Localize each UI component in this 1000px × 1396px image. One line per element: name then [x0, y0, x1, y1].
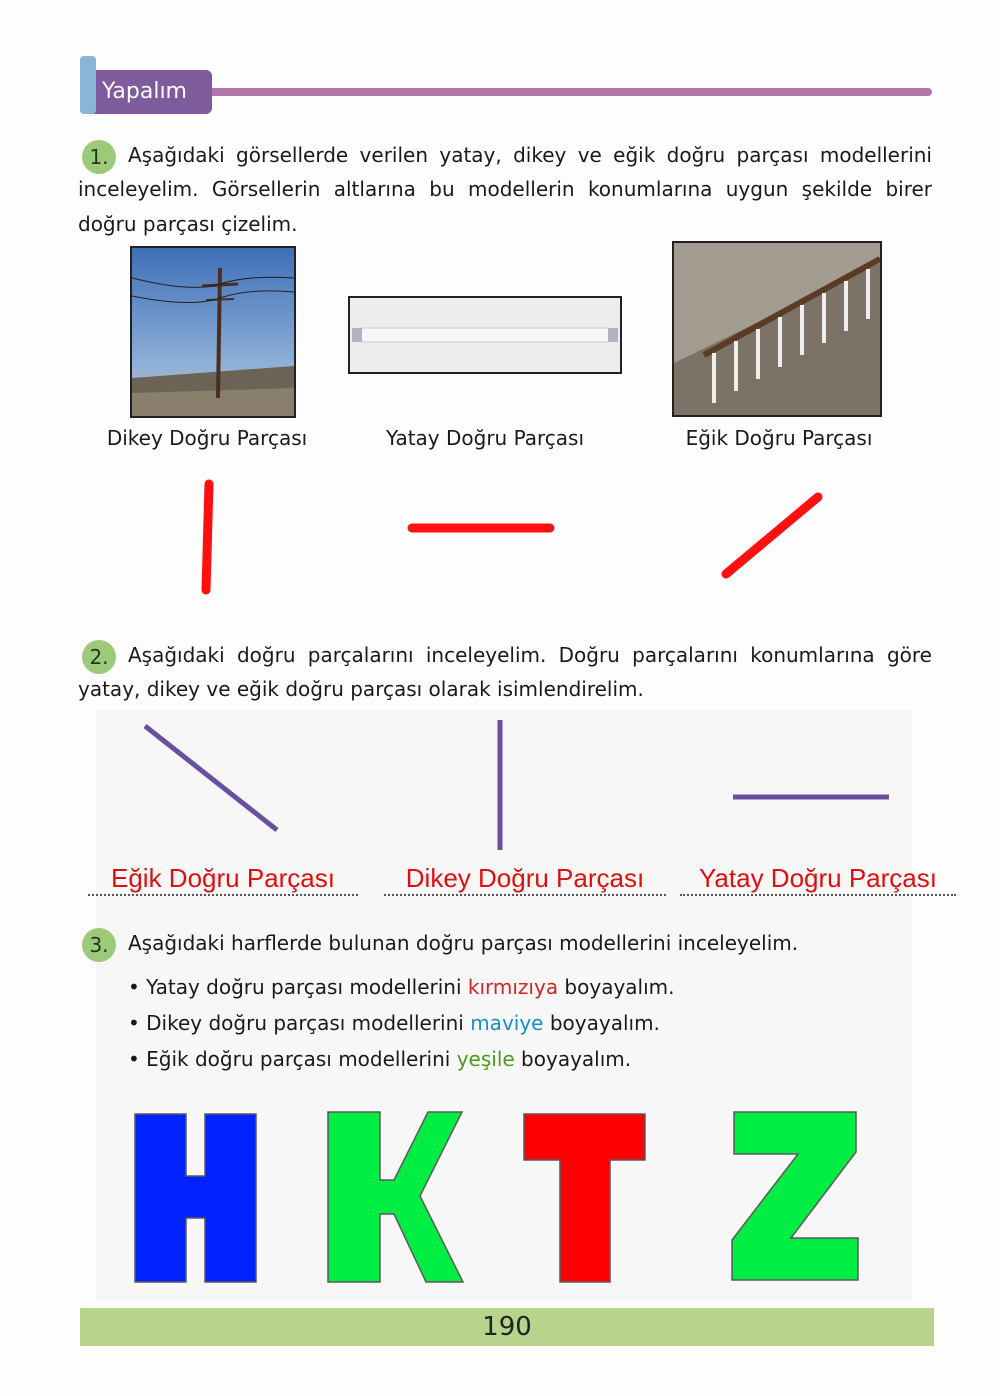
colored-letters: [0, 1100, 1000, 1290]
bullet-horizontal: • Yatay doğru parçası modellerini kırmızıya boyayalım.: [128, 975, 675, 999]
q1-line-3: doğru parçası çizelim.: [78, 212, 298, 236]
bullet-text: Dikey doğru parçası modellerini: [146, 1011, 471, 1035]
color-word-red: kırmızıya: [467, 975, 559, 999]
bullet-text: Eğik doğru parçası modellerini: [146, 1047, 457, 1071]
bullet-text: Yatay doğru parçası modellerini: [146, 975, 468, 999]
letter-t: [524, 1114, 645, 1282]
question-number-badge: 3.: [82, 928, 116, 962]
utility-pole-photo: [130, 246, 296, 418]
question-number-badge: 2.: [82, 640, 116, 674]
vertical-drawn-line: [206, 484, 209, 590]
answer-oblique: Eğik Doğru Parçası: [88, 862, 358, 896]
bullet-text: boyayalım.: [543, 1011, 660, 1035]
page-number: 190: [482, 1312, 532, 1342]
oblique-drawn-line: [726, 497, 818, 574]
q1-line-2: inceleyelim. Görsellerin altlarına bu modellerin konumlarına uygun şekilde birer: [78, 177, 932, 201]
answer-vertical: Dikey Doğru Parçası: [384, 862, 666, 896]
question-number-badge: 1.: [82, 140, 116, 174]
fluorescent-tube-photo: [348, 296, 622, 374]
color-word-green: yeşile: [456, 1047, 515, 1071]
bullet-text: boyayalım.: [514, 1047, 632, 1071]
drawn-answer-lines: [0, 470, 1000, 600]
caption-oblique: Eğik Doğru Parçası: [685, 426, 873, 450]
bullet-text: boyayalım.: [558, 975, 675, 999]
q3-text: Aşağıdaki harflerde bulunan doğru parçası modellerini inceleyelim.: [128, 931, 799, 955]
section-tab-stripe: [80, 56, 96, 114]
bullet-vertical: • Dikey doğru parçası modellerini maviye boyayalım.: [128, 1011, 660, 1035]
caption-horizontal: Yatay Doğru Parçası: [385, 426, 585, 450]
letter-k: [328, 1112, 463, 1282]
caption-vertical: Dikey Doğru Parçası: [106, 426, 308, 450]
q2-line-1: Aşağıdaki doğru parçalarını inceleyelim. Doğru parçalarını konumlarına göre: [128, 643, 932, 667]
answer-horizontal: Yatay Doğru Parçası: [680, 862, 956, 896]
letter-h: [135, 1114, 256, 1282]
section-tab: Yapalım: [80, 70, 212, 114]
q2-line-2: yatay, dikey ve eğik doğru parçası olarak isimlendirelim.: [78, 677, 644, 701]
q1-line-1: Aşağıdaki görsellerde verilen yatay, dikey ve eğik doğru parçası modellerini: [128, 143, 932, 167]
oblique-segment: [145, 726, 277, 830]
stair-railing-photo: [672, 241, 882, 417]
color-word-blue: maviye: [470, 1011, 544, 1035]
q2-segments: [0, 710, 1000, 860]
letter-z: [732, 1112, 858, 1280]
bullet-oblique: • Eğik doğru parçası modellerini yeşile boyayalım.: [128, 1047, 632, 1071]
